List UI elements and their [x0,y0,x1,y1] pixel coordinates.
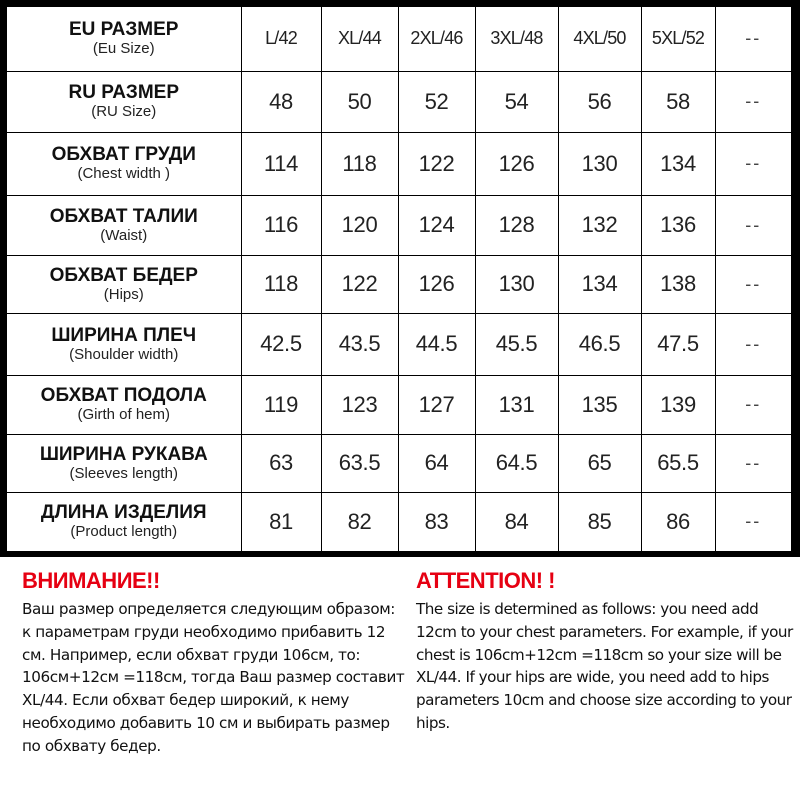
table-cell [241,7,321,71]
table-cell [641,313,715,375]
cell-value: 126 [498,150,535,176]
table-cell [241,313,321,375]
empty-value: -- [745,273,762,294]
table-cell [475,71,558,132]
table-cell [715,313,791,375]
table-cell [241,492,321,551]
cell-value: 130 [581,150,618,176]
table-cell [321,7,398,71]
table-cell [558,132,641,195]
row-label [7,492,241,551]
row-label [7,255,241,313]
empty-value: -- [745,91,762,111]
cell-value: 65 [587,450,612,475]
table-row [7,132,791,195]
table-cell [715,492,791,551]
row-label-en: (Shoulder width) [69,345,179,363]
table-cell [475,434,558,492]
cell-value: 63 [269,450,293,475]
table-row [7,313,791,375]
table-cell [715,71,791,132]
cell-value: 50 [347,88,372,114]
cell-value: 138 [660,271,696,296]
row-label [7,7,241,71]
cell-value: 134 [581,271,618,296]
row-label [7,195,241,255]
cell-value: 82 [347,508,372,534]
table-cell [558,7,641,71]
row-label [7,71,241,132]
cell-value: 3XL/48 [490,28,543,49]
cell-value: 2XL/46 [410,28,463,49]
table-cell [558,255,641,313]
cell-value: 46.5 [578,331,621,356]
cell-value: 120 [341,212,378,237]
row-label-en: (Hips) [103,285,144,303]
cell-value: 114 [263,150,299,176]
empty-value: -- [745,333,762,354]
cell-value: 63.5 [338,450,381,475]
table-cell [475,313,558,375]
table-row [7,7,791,71]
table-cell [558,434,641,492]
table-cell [321,492,398,551]
row-label-en: (Product length) [70,523,178,541]
table-row [7,71,791,132]
table-cell [398,375,475,434]
cell-value: 122 [418,150,455,176]
row-label-ru: EU РАЗМЕР [69,19,179,41]
cell-value: 81 [269,508,293,534]
cell-value: 127 [418,391,455,417]
row-label-ru: ДЛИНА ИЗДЕЛИЯ [40,502,207,524]
cell-value: 56 [587,88,612,114]
cell-value: 58 [666,88,690,114]
cell-value: 136 [660,212,696,237]
row-label-ru: ШИРИНА ПЛЕЧ [51,324,197,346]
table-cell [558,313,641,375]
table-cell [715,255,791,313]
attention-text-ru: Ваш размер определяется следующим образом: к параметрам груди необходимо прибавить 12 см. Например, если обхват груди 106см, то: 106см+12см =118см, тогда Ваш размер составит XL/44. Если обхват бедер широкий, к нему необходимо добавить 10 см и выбирать размер по обхвату бедер. [22,600,405,755]
cell-value: 52 [424,88,449,114]
table-cell [641,7,715,71]
cell-value: 45.5 [495,331,538,356]
table-cell [715,7,791,71]
table-cell [641,132,715,195]
table-cell [398,71,475,132]
attention-text-en: The size is determined as follows: you need add 12cm to your chest parameters. For example, if your chest is 106cm+12cm =118cm so your size will be XL/44. If your hips are wide, you need add to hips parameters 10cm and choose size according to your hips. [416,600,793,732]
table-row [7,375,791,434]
table-cell [398,255,475,313]
cell-value: 84 [504,508,529,534]
row-label [7,313,241,375]
cell-value: 123 [341,391,378,417]
table-cell [398,7,475,71]
table-cell [241,195,321,255]
table-cell [558,375,641,434]
cell-value: 118 [342,150,377,176]
cell-value: 126 [418,271,455,296]
table-cell [715,132,791,195]
cell-value: 64.5 [495,450,538,475]
table-cell [641,71,715,132]
table-cell [241,132,321,195]
table-row [7,195,791,255]
cell-value: 132 [581,212,618,237]
table-cell [398,313,475,375]
table-cell [558,71,641,132]
table-row [7,434,791,492]
table-cell [558,492,641,551]
row-label-en: (Girth of hem) [77,406,171,423]
cell-value: 124 [418,212,455,237]
table-cell [558,195,641,255]
table-cell [641,375,715,434]
table-cell [641,434,715,492]
table-cell [321,132,398,195]
cell-value: 5XL/52 [651,28,705,49]
table-cell [321,255,398,313]
table-cell [641,255,715,313]
table-cell [241,255,321,313]
row-label-en: (Chest width ) [77,165,171,182]
row-label [7,434,241,492]
row-label-ru: ОБХВАТ ТАЛИИ [49,205,198,227]
table-cell [241,71,321,132]
row-label-en: (Sleeves length) [69,464,178,482]
cell-value: 48 [269,88,293,114]
table-cell [475,195,558,255]
cell-value: 85 [587,508,612,534]
row-label-en: (RU Size) [91,103,157,120]
cell-value: 116 [263,212,299,237]
attention-title-en: ATTENTION! ! [416,568,556,593]
table-cell [475,492,558,551]
row-label-en: (Eu Size) [92,40,155,58]
cell-value: 130 [498,271,535,296]
empty-value: -- [745,394,762,414]
cell-value: 122 [341,271,378,296]
size-table [7,7,791,551]
table-cell [398,195,475,255]
row-label [7,375,241,434]
table-cell [321,71,398,132]
cell-value: 54 [504,88,529,114]
attention-note-en [416,566,800,735]
table-cell [321,375,398,434]
cell-value: 86 [666,508,690,534]
table-cell [641,492,715,551]
row-label-ru: ОБХВАТ ГРУДИ [51,144,196,165]
empty-value: -- [745,153,762,173]
cell-value: 64 [424,450,449,475]
row-label-ru: ОБХВАТ БЕДЕР [49,264,198,286]
cell-value: 119 [263,391,299,417]
cell-value: 131 [498,391,535,417]
table-cell [715,434,791,492]
table-cell [475,7,558,71]
cell-value: 44.5 [415,331,458,356]
cell-value: XL/44 [337,28,382,49]
row-label [7,132,241,195]
table-cell [398,434,475,492]
cell-value: 43.5 [338,331,381,356]
empty-value: -- [745,452,762,473]
cell-value: 83 [424,508,449,534]
table-cell [475,255,558,313]
table-cell [241,434,321,492]
cell-value: 42.5 [260,331,302,356]
row-label-en: (Waist) [100,226,148,244]
cell-value: 65.5 [657,450,699,475]
empty-value: -- [745,28,762,49]
cell-value: 118 [263,271,299,296]
cell-value: 134 [660,150,696,176]
attention-note-ru [22,566,407,758]
table-cell [475,132,558,195]
table-cell [398,492,475,551]
size-chart [7,7,791,551]
table-row [7,255,791,313]
row-label-ru: ОБХВАТ ПОДОЛА [40,385,207,406]
cell-value: 128 [498,212,535,237]
empty-value: -- [745,214,762,235]
cell-value: 135 [581,391,618,417]
table-cell [715,375,791,434]
empty-value: -- [745,511,762,532]
attention-title-ru: ВНИМАНИЕ!! [22,568,160,593]
cell-value: 4XL/50 [573,28,626,49]
table-cell [241,375,321,434]
table-cell [641,195,715,255]
table-cell [321,434,398,492]
table-cell [321,313,398,375]
cell-value: 47.5 [657,331,699,356]
row-label-ru: RU РАЗМЕР [68,82,180,103]
cell-value: 139 [660,391,696,417]
table-cell [475,375,558,434]
cell-value: L/42 [265,28,297,49]
table-cell [321,195,398,255]
table-row [7,492,791,551]
table-cell [398,132,475,195]
table-cell [715,195,791,255]
row-label-ru: ШИРИНА РУКАВА [39,443,208,465]
